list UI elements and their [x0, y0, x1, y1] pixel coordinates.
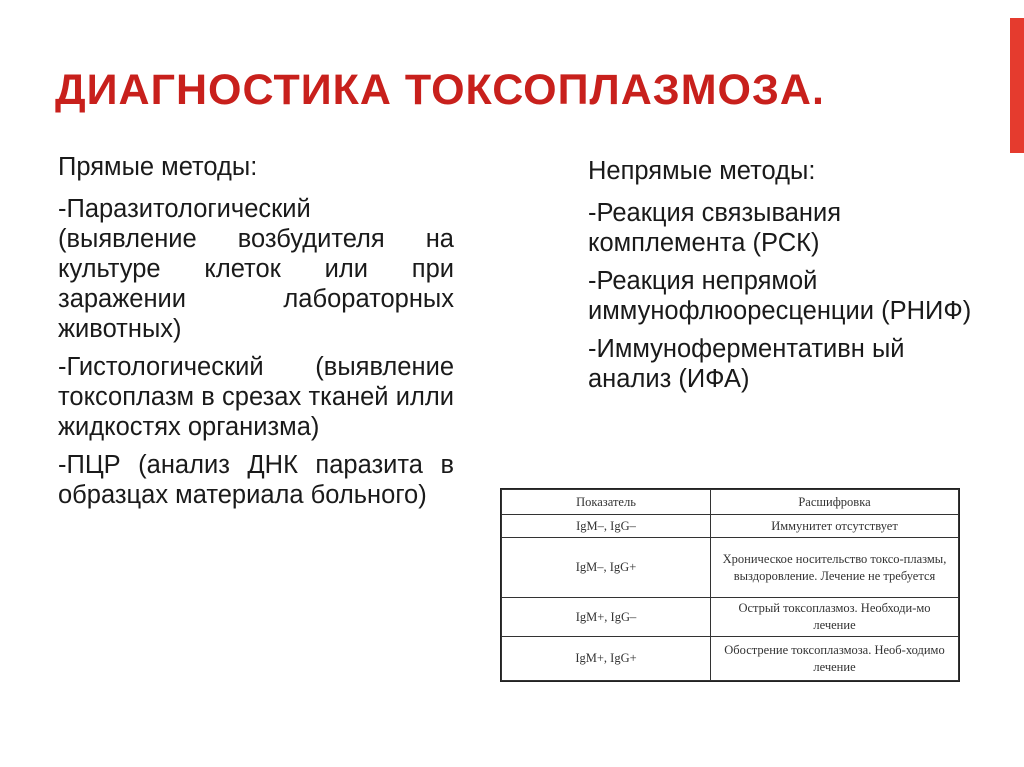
indirect-methods-column [588, 156, 978, 402]
table-cell-interpretation: Хроническое носительство токсо-плазмы, выздоровление. Лечение не требуется [711, 538, 959, 598]
direct-method-item: -ПЦР (анализ ДНК паразита в образцах материала больного) [58, 451, 454, 509]
antibody-table [500, 488, 960, 682]
table-header-interpretation: Расшифровка [711, 490, 959, 515]
table-cell-indicator: IgM+, IgG+ [502, 637, 711, 681]
table-cell-indicator: IgM–, IgG– [502, 515, 711, 538]
table-header-row [502, 490, 959, 515]
table-cell-indicator: IgM–, IgG+ [502, 538, 711, 598]
accent-bar [1010, 18, 1024, 153]
table-cell-interpretation: Обострение токсоплазмоза. Необ-ходимо лечение [711, 637, 959, 681]
table-header-indicator: Показатель [502, 490, 711, 515]
table-cell-interpretation: Иммунитет отсутствует [711, 515, 959, 538]
table-row [502, 597, 959, 636]
indirect-method-item: -Реакция непрямой иммунофлюоресценции (РНИФ) [588, 267, 972, 325]
indirect-methods-heading: Непрямые методы: [588, 157, 816, 185]
table-row [502, 637, 959, 681]
direct-method-item: -Гистологический (выявление токсоплазм в срезах тканей илли жидкостях организма) [58, 353, 454, 441]
indirect-method-item: -Реакция связывания комплемента (РСК) [588, 199, 842, 257]
table-cell-indicator: IgM+, IgG– [502, 597, 711, 636]
indirect-method-item: -Иммуноферментативн ый анализ (ИФА) [588, 335, 905, 393]
direct-method-item: -Паразитологический (выявление возбудителя на культуре клеток или при заражении лабораторных животных) [58, 195, 454, 343]
table-row [502, 538, 959, 598]
direct-methods-heading: Прямые методы: [58, 153, 258, 181]
direct-methods-column [58, 152, 454, 518]
table-cell-interpretation: Острый токсоплазмоз. Необходи-мо лечение [711, 597, 959, 636]
table-row [502, 515, 959, 538]
slide-title: ДИАГНОСТИКА ТОКСОПЛАЗМОЗА. [55, 66, 825, 114]
